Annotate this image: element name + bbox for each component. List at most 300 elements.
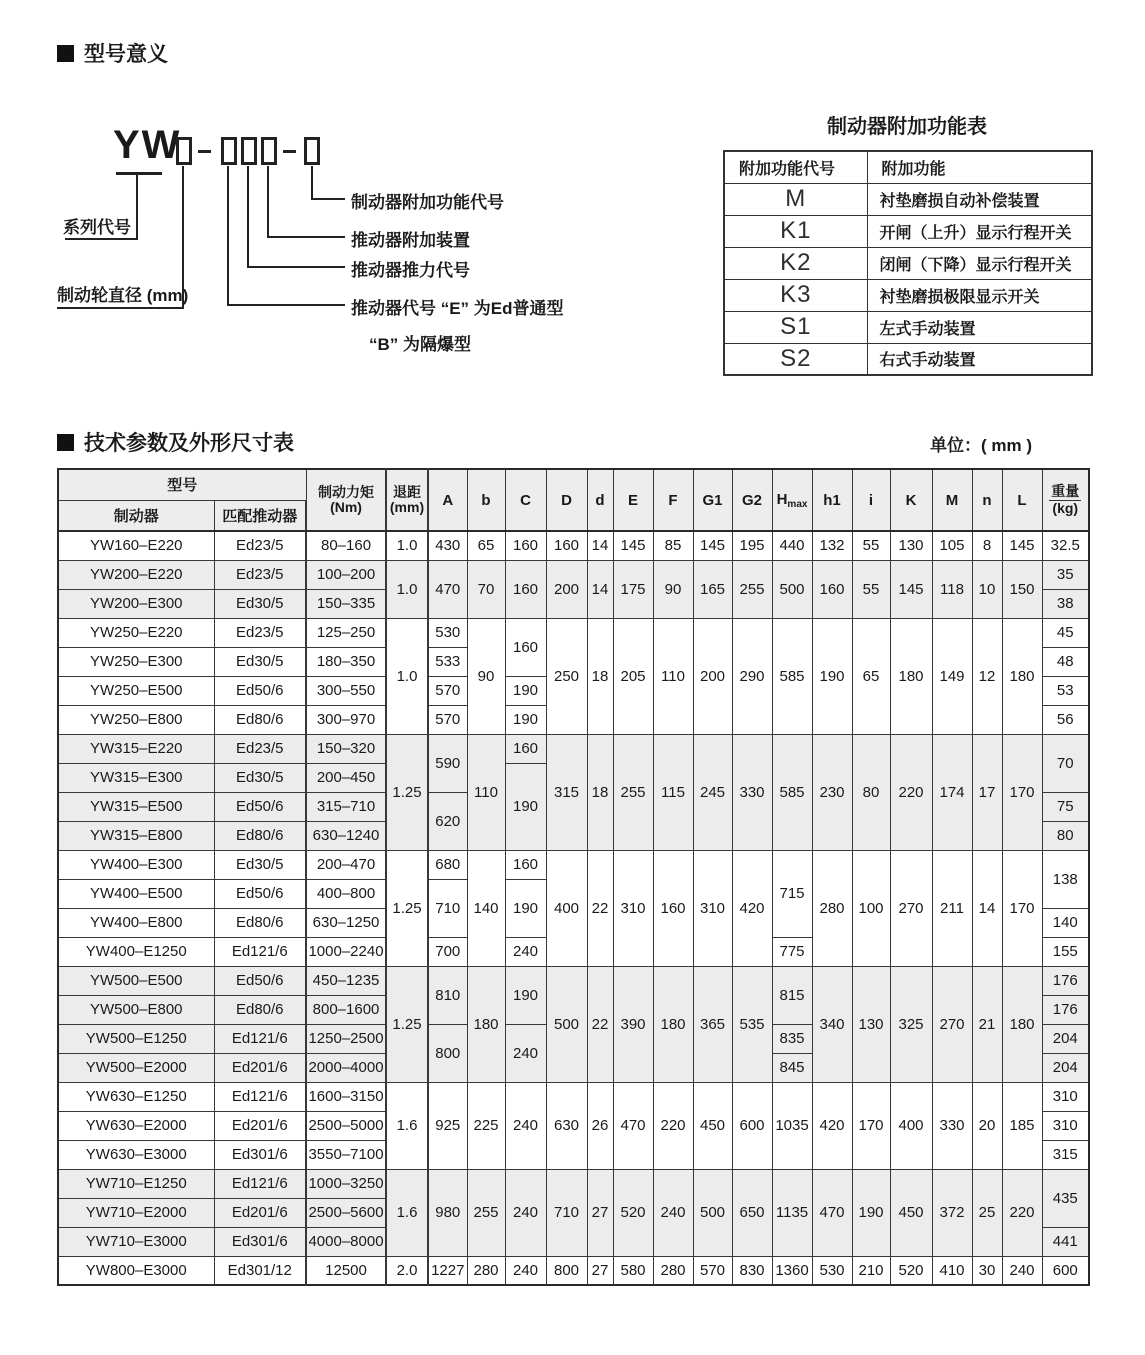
spec-cell: 204 [1042,1024,1089,1053]
spec-header-D: D [546,469,587,531]
spec-row [58,618,1089,647]
spec-cell: Ed30/5 [214,647,306,676]
spec-cell: 240 [505,1024,546,1082]
spec-cell: 290 [732,618,772,734]
spec-cell: 160 [653,850,693,966]
spec-cell: 280 [467,1256,505,1285]
spec-cell: Ed201/6 [214,1198,306,1227]
spec-cell: 280 [653,1256,693,1285]
spec-cell: 211 [932,850,972,966]
spec-cell: 160 [505,618,546,676]
spec-cell: 500 [772,560,812,618]
function-table-body [724,183,1092,375]
spec-row [58,850,1089,879]
spec-table-head [58,469,1089,531]
spec-cell: 315 [1042,1140,1089,1169]
spec-cell: 500 [693,1169,732,1256]
spec-cell: 145 [693,531,732,560]
spec-cell: 2.0 [386,1256,428,1285]
spec-cell: 330 [932,1082,972,1169]
spec-cell: 580 [613,1256,653,1285]
spec-cell: 195 [732,531,772,560]
series-label: 系列代号 [63,218,131,237]
spec-cell: 630 [546,1082,587,1169]
spec-cell: YW710–E3000 [58,1227,214,1256]
spec-cell: 585 [772,618,812,734]
spec-cell: Ed121/6 [214,1169,306,1198]
spec-cell: 110 [467,734,505,850]
spec-cell: Ed80/6 [214,705,306,734]
spec-cell: Ed301/6 [214,1227,306,1256]
spec-cell: 35 [1042,560,1089,589]
spec-cell: 85 [653,531,693,560]
spec-cell: 310 [613,850,653,966]
spec-cell: YW400–E500 [58,879,214,908]
section1-header [57,38,168,68]
function-table-row [724,343,1092,375]
spec-cell: 12 [972,618,1002,734]
spec-cell: Ed30/5 [214,589,306,618]
spec-cell: Ed301/12 [214,1256,306,1285]
spec-cell: 570 [428,705,467,734]
spec-cell: 190 [812,618,852,734]
spec-cell: 420 [812,1082,852,1169]
spec-cell: 800–1600 [306,995,386,1024]
spec-cell: 27 [587,1256,613,1285]
spec-cell: 80 [1042,821,1089,850]
spec-cell: 150–335 [306,589,386,618]
spec-cell: 21 [972,966,1002,1082]
model-meaning-diagram [55,95,720,395]
spec-cell: 190 [505,676,546,705]
spec-cell: 620 [428,792,467,850]
spec-header-b: b [467,469,505,531]
spec-cell: Ed23/5 [214,560,306,589]
spec-cell: Ed80/6 [214,821,306,850]
spec-header-d: d [587,469,613,531]
wheel-diameter-label: 制动轮直径 (mm) [57,286,189,305]
spec-cell: 1035 [772,1082,812,1169]
spec-cell: 420 [732,850,772,966]
spec-cell: YW160–E220 [58,531,214,560]
spec-header-F: F [653,469,693,531]
spec-cell: 315–710 [306,792,386,821]
series-underline [116,172,162,175]
spec-cell: 75 [1042,792,1089,821]
spec-cell: Ed50/6 [214,676,306,705]
spec-cell: 145 [613,531,653,560]
spec-row [58,1082,1089,1111]
connector-line [247,166,249,267]
spec-cell: 2000–4000 [306,1053,386,1082]
spec-cell: 845 [772,1053,812,1082]
function-table-row [724,311,1092,343]
spec-cell: 630–1250 [306,908,386,937]
spec-cell: 190 [852,1169,890,1256]
spec-cell: Ed50/6 [214,966,306,995]
spec-cell: 14 [972,850,1002,966]
spec-cell: 200–450 [306,763,386,792]
spec-header-G1: G1 [693,469,732,531]
function-code-cell: K2 [724,247,867,279]
function-code-cell: M [724,183,867,215]
spec-cell: 130 [890,531,932,560]
spec-cell: 176 [1042,995,1089,1024]
spec-cell: 10 [972,560,1002,618]
spec-cell: 400–800 [306,879,386,908]
spec-cell: 270 [890,850,932,966]
spec-cell: 250 [546,618,587,734]
spec-cell: 55 [852,531,890,560]
spec-cell: 330 [732,734,772,850]
spec-cell: 1360 [772,1256,812,1285]
spec-cell: 140 [1042,908,1089,937]
spec-cell: YW500–E1250 [58,1024,214,1053]
spec-cell: 56 [1042,705,1089,734]
spec-cell: 240 [1002,1256,1042,1285]
spec-cell: 533 [428,647,467,676]
connector-line [227,166,229,305]
function-table-title: 制动器附加功能表 [827,116,987,138]
connector-line [227,304,345,306]
spec-cell: 835 [772,1024,812,1053]
function-code-cell: K3 [724,279,867,311]
section-marker-icon [57,45,74,62]
spec-cell: YW630–E3000 [58,1140,214,1169]
spec-cell: 190 [505,705,546,734]
spec-cell: 190 [505,763,546,850]
spec-cell: 220 [653,1082,693,1169]
spec-cell: 530 [812,1256,852,1285]
spec-cell: 1227 [428,1256,467,1285]
spec-cell: 300–970 [306,705,386,734]
model-code-box-force [241,137,257,165]
spec-cell: 570 [693,1256,732,1285]
spec-cell: 815 [772,966,812,1024]
spec-cell: 450 [693,1082,732,1169]
spec-cell: Ed80/6 [214,995,306,1024]
spec-cell: 340 [812,966,852,1082]
series-code-text: YW [113,123,182,167]
function-table-header-cell: 附加功能 [867,151,1092,183]
spec-cell: 145 [1002,531,1042,560]
spec-cell: 32.5 [1042,531,1089,560]
spec-cell: 180 [467,966,505,1082]
function-table-header-row [724,151,1092,183]
spec-cell: 25 [972,1169,1002,1256]
spec-cell: 440 [772,531,812,560]
spec-cell: 48 [1042,647,1089,676]
spec-cell: 70 [467,560,505,618]
spec-cell: YW250–E500 [58,676,214,705]
spec-header-L: L [1002,469,1042,531]
dash-separator [283,150,296,153]
spec-cell: 435 [1042,1169,1089,1227]
spec-cell: 520 [613,1169,653,1256]
spec-cell: 310 [1042,1111,1089,1140]
spec-cell: 800 [546,1256,587,1285]
spec-cell: YW250–E300 [58,647,214,676]
spec-cell: 220 [1002,1169,1042,1256]
model-code-box-addon [261,137,277,165]
function-table-row [724,215,1092,247]
spec-cell: 18 [587,618,613,734]
spec-cell: YW315–E800 [58,821,214,850]
spec-cell: 2500–5600 [306,1198,386,1227]
spec-cell: 210 [852,1256,890,1285]
spec-cell: 80–160 [306,531,386,560]
spec-cell: 715 [772,850,812,937]
spec-cell: 1600–3150 [306,1082,386,1111]
spec-cell: 700 [428,937,467,966]
function-desc-cell: 衬垫磨损极限显示开关 [867,279,1092,311]
spec-cell: 22 [587,850,613,966]
spec-cell: 1.25 [386,966,428,1082]
spec-cell: 22 [587,966,613,1082]
spec-row [58,560,1089,589]
thruster-code-label-line1: 推动器代号 “E” 为Ed普通型 [351,299,564,318]
model-code-box-function [304,137,320,165]
spec-header-M: M [932,469,972,531]
function-desc-cell: 开闸（上升）显示行程开关 [867,215,1092,247]
spec-cell: Ed121/6 [214,1024,306,1053]
function-desc-cell: 衬垫磨损自动补偿装置 [867,183,1092,215]
spec-cell: Ed50/6 [214,792,306,821]
spec-cell: 26 [587,1082,613,1169]
spec-cell: 710 [428,879,467,937]
function-table-block [723,110,1091,376]
spec-cell: YW200–E220 [58,560,214,589]
spec-cell: 280 [812,850,852,966]
spec-cell: 160 [505,531,546,560]
spec-cell: 530 [428,618,467,647]
model-code-box-thruster [221,137,237,165]
spec-cell: 100 [852,850,890,966]
spec-cell: 650 [732,1169,772,1256]
spec-cell: 14 [587,560,613,618]
spec-row [58,531,1089,560]
spec-cell: YW710–E1250 [58,1169,214,1198]
spec-cell: 240 [505,937,546,966]
connector-line [57,307,184,309]
spec-cell: 400 [546,850,587,966]
dash-separator [198,150,211,153]
connector-line [267,166,269,237]
spec-cell: 365 [693,966,732,1082]
spec-cell: Ed201/6 [214,1053,306,1082]
spec-cell: Ed50/6 [214,879,306,908]
spec-cell: 1.0 [386,618,428,734]
spec-header-cell: 制动力矩 (Nm) [306,469,386,531]
spec-cell: 410 [932,1256,972,1285]
spec-cell: 600 [1042,1256,1089,1285]
spec-cell: 160 [546,531,587,560]
spec-cell: Ed301/6 [214,1140,306,1169]
spec-cell: 800 [428,1024,467,1082]
function-table [723,150,1093,376]
spec-cell: 1.6 [386,1082,428,1169]
spec-cell: 240 [653,1169,693,1256]
spec-header-model-group: 型号 [58,469,306,500]
spec-cell: YW500–E500 [58,966,214,995]
spec-cell: 180 [653,966,693,1082]
thruster-force-label: 推动器推力代号 [351,261,470,280]
connector-line [136,175,138,239]
spec-row [58,1169,1089,1198]
spec-cell: 1.25 [386,850,428,966]
spec-cell: 980 [428,1169,467,1256]
spec-cell: 390 [613,966,653,1082]
spec-cell: 1250–2500 [306,1024,386,1053]
connector-line [267,236,345,238]
spec-cell: YW630–E2000 [58,1111,214,1140]
spec-table-wrap [57,468,1090,1286]
connector-line [311,166,313,199]
spec-header-cell: 重量 (kg) [1042,469,1089,531]
spec-header-sub: 制动器 [58,500,214,531]
spec-table [57,468,1090,1286]
spec-cell: 149 [932,618,972,734]
spec-cell: Ed30/5 [214,850,306,879]
spec-cell: 90 [653,560,693,618]
spec-cell: YW250–E800 [58,705,214,734]
spec-cell: 315 [546,734,587,850]
spec-cell: 170 [1002,734,1042,850]
section2-title: 技术参数及外形尺寸表 [84,432,294,455]
spec-cell: 176 [1042,966,1089,995]
function-code-cell: K1 [724,215,867,247]
spec-cell: 535 [732,966,772,1082]
spec-cell: 810 [428,966,467,1024]
spec-cell: 500 [546,966,587,1082]
spec-cell: YW315–E500 [58,792,214,821]
model-code-box-wheel [176,137,192,165]
spec-cell: 450 [890,1169,932,1256]
spec-cell: 12500 [306,1256,386,1285]
thruster-code-label-line2: “B” 为隔爆型 [369,335,471,354]
spec-cell: YW250–E220 [58,618,214,647]
spec-cell: 170 [1002,850,1042,966]
spec-cell: Ed201/6 [214,1111,306,1140]
spec-cell: 125–250 [306,618,386,647]
spec-cell: 204 [1042,1053,1089,1082]
spec-cell: YW500–E2000 [58,1053,214,1082]
spec-cell: 17 [972,734,1002,850]
spec-header-K: K [890,469,932,531]
spec-header-sub: 匹配推动器 [214,500,306,531]
connector-line [247,266,345,268]
spec-cell: 155 [1042,937,1089,966]
spec-row [58,1256,1089,1285]
spec-cell: 190 [505,966,546,1024]
spec-cell: 180 [1002,966,1042,1082]
spec-cell: 90 [467,618,505,734]
spec-cell: 400 [890,1082,932,1169]
spec-cell: 430 [428,531,467,560]
spec-header-C: C [505,469,546,531]
spec-cell: 118 [932,560,972,618]
spec-cell: YW800–E3000 [58,1256,214,1285]
spec-cell: 205 [613,618,653,734]
spec-cell: 145 [890,560,932,618]
thruster-addon-label: 推动器附加装置 [351,231,470,250]
spec-cell: 630–1240 [306,821,386,850]
spec-cell: 255 [613,734,653,850]
spec-header-i: i [852,469,890,531]
spec-cell: Ed121/6 [214,937,306,966]
spec-row [58,966,1089,995]
spec-cell: 1000–3250 [306,1169,386,1198]
section1-title: 型号意义 [84,43,168,66]
spec-cell: 180 [890,618,932,734]
spec-cell: 160 [812,560,852,618]
spec-cell: 1000–2240 [306,937,386,966]
function-desc-cell: 右式手动装置 [867,343,1092,375]
spec-cell: 65 [852,618,890,734]
brake-addon-label: 制动器附加功能代号 [351,193,504,212]
spec-cell: 150–320 [306,734,386,763]
spec-cell: 570 [428,676,467,705]
spec-cell: 38 [1042,589,1089,618]
spec-cell: 200 [693,618,732,734]
spec-cell: 138 [1042,850,1089,908]
function-desc-cell: 闭闸（下降）显示行程开关 [867,247,1092,279]
spec-cell: 8 [972,531,1002,560]
spec-cell: 70 [1042,734,1089,792]
unit-note: 单位：( mm ) [930,436,1032,455]
connector-line [311,198,345,200]
spec-cell: 180 [1002,618,1042,734]
spec-cell: 470 [812,1169,852,1256]
spec-header-Hmax: $H_{max}$ [772,469,812,531]
spec-cell: 220 [890,734,932,850]
spec-cell: 1.0 [386,560,428,618]
spec-cell: 20 [972,1082,1002,1169]
spec-cell: 520 [890,1256,932,1285]
spec-cell: 27 [587,1169,613,1256]
spec-cell: 160 [505,734,546,763]
spec-cell: 710 [546,1169,587,1256]
spec-header-h1: h1 [812,469,852,531]
spec-cell: YW315–E220 [58,734,214,763]
spec-cell: 240 [505,1169,546,1256]
spec-cell: Ed23/5 [214,618,306,647]
spec-cell: 470 [613,1082,653,1169]
spec-cell: 470 [428,560,467,618]
spec-cell: 450–1235 [306,966,386,995]
spec-cell: 3550–7100 [306,1140,386,1169]
spec-cell: YW200–E300 [58,589,214,618]
spec-cell: Ed80/6 [214,908,306,937]
spec-header-A: A [428,469,467,531]
spec-cell: 225 [467,1082,505,1169]
spec-cell: YW710–E2000 [58,1198,214,1227]
spec-cell: 310 [1042,1082,1089,1111]
spec-cell: 372 [932,1169,972,1256]
connector-line [65,238,138,240]
spec-cell: 255 [467,1169,505,1256]
spec-cell: Ed30/5 [214,763,306,792]
spec-cell: 132 [812,531,852,560]
spec-cell: 585 [772,734,812,850]
spec-cell: 590 [428,734,467,792]
spec-cell: 105 [932,531,972,560]
spec-cell: 310 [693,850,732,966]
spec-cell: 240 [505,1256,546,1285]
spec-cell: 170 [852,1082,890,1169]
spec-table-body [58,531,1089,1285]
spec-cell: 80 [852,734,890,850]
